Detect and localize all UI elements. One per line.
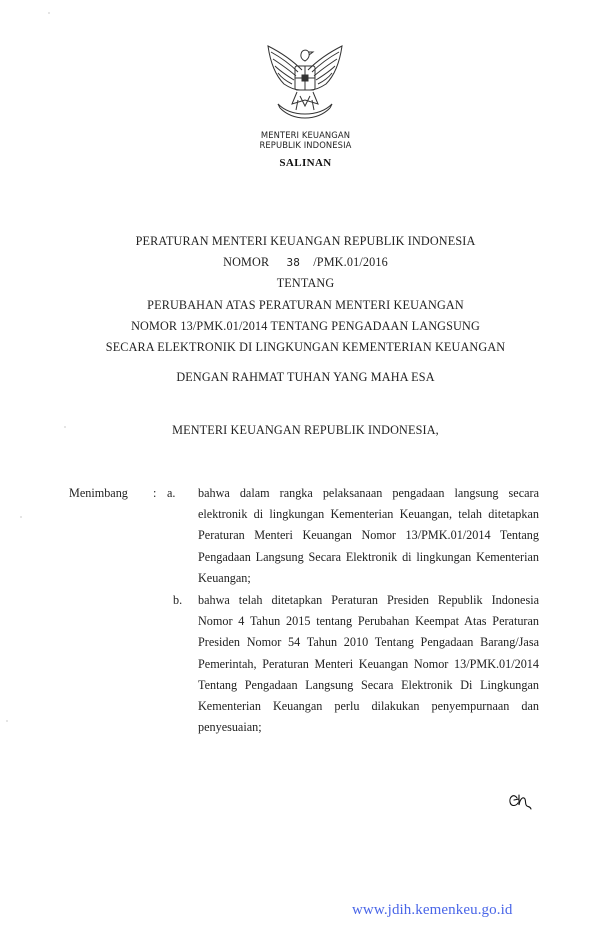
copy-label: SALINAN (279, 157, 332, 169)
authority: MENTERI KEUANGAN REPUBLIK INDONESIA, (172, 423, 439, 437)
scan-speck (48, 12, 50, 14)
title-line-1: PERATURAN MENTERI KEUANGAN REPUBLIK INDONESIA (135, 234, 476, 248)
item-text: bahwa dalam rangka pelaksanaan pengadaan langsung secara elektronik di lingkungan Kementerian Keuangan, telah ditetapkan Peraturan Menteri Keuangan Nomor 13/PMK.01/2014 Tentang Pengadaan Langsung Secara Elektronik di lingkungan Kementerian Keuangan; (198, 486, 539, 585)
invocation: DENGAN RAHMAT TUHAN YANG MAHA ESA (176, 370, 435, 384)
considering-label: Menimbang (69, 486, 128, 500)
regulation-title (0, 231, 611, 358)
item-text: bahwa telah ditetapkan Peraturan Presiden Republik Indonesia Nomor 4 Tahun 2015 tentang Perubahan Keempat Atas Peraturan Presiden Nomor 54 Tahun 2010 Tentang Pengadaan Barang/Jasa Pemerintah, Peraturan Menteri Keuangan Nomor 13/PMK.01/2014 Tentang Pengadaan Langsung Secara Elektronik Di Lingkungan Kementerian Keuangan perlu dilakukan penyempurnaan dan penyesuaian; (198, 593, 539, 735)
handwritten-initial-icon (508, 789, 538, 811)
title-nomor-line (0, 252, 611, 273)
garuda-emblem-icon (262, 40, 348, 126)
title-line-6: SECARA ELEKTRONIK DI LINGKUNGAN KEMENTERIAN KEUANGAN (105, 340, 506, 355)
scan-speck (6, 720, 8, 722)
nomor-number: 38 (286, 256, 301, 270)
item-marker: b. (173, 593, 183, 607)
title-line-3: TENTANG (276, 276, 335, 291)
jdih-website-link[interactable]: www.jdih.kemenkeu.go.id (352, 902, 513, 918)
nomor-prefix: NOMOR (223, 255, 270, 270)
item-marker: a. (167, 486, 176, 500)
issuer-line-2: REPUBLIK INDONESIA (259, 140, 352, 150)
scan-speck (20, 516, 22, 518)
considering-colon: : (153, 486, 157, 500)
scan-speck (64, 426, 66, 428)
nomor-suffix: /PMK.01/2016 (313, 255, 388, 270)
issuer-line-1: MENTERI KEUANGAN (260, 130, 351, 140)
title-line-4: PERUBAHAN ATAS PERATURAN MENTERI KEUANGAN (147, 297, 464, 312)
title-line-5: NOMOR 13/PMK.01/2014 TENTANG PENGADAAN LANGSUNG (131, 318, 480, 333)
